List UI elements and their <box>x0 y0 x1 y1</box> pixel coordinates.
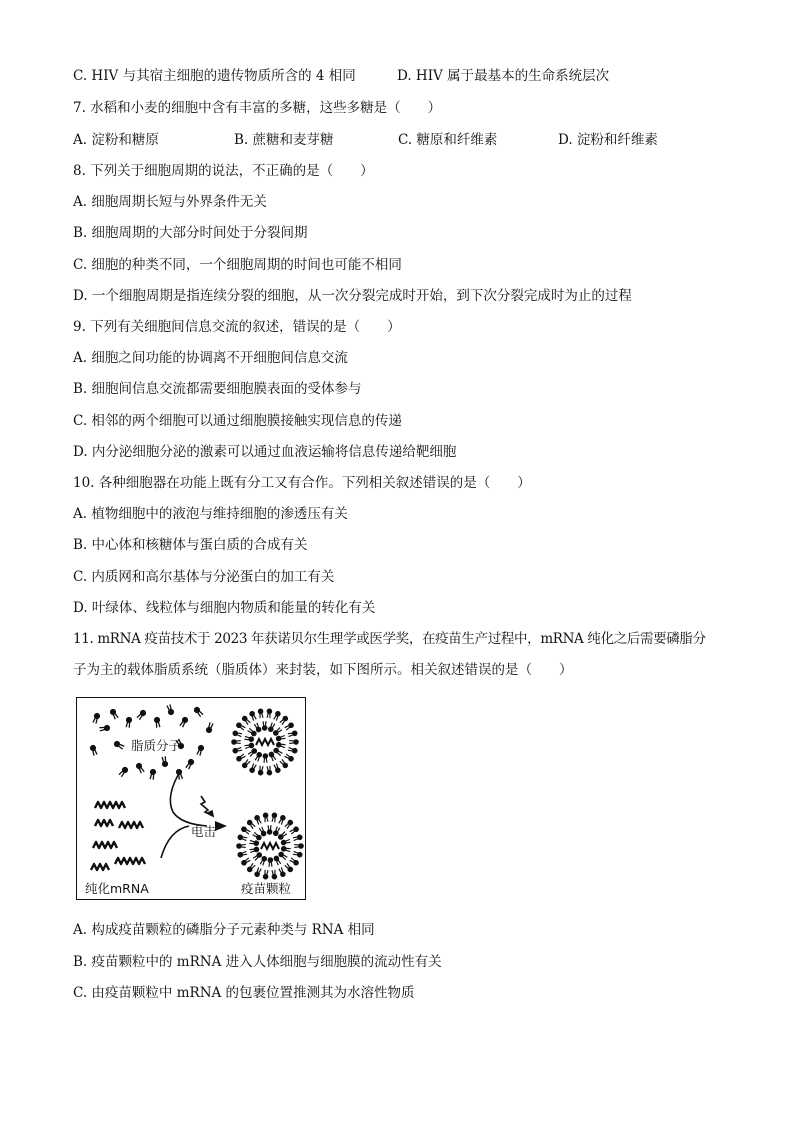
lipid-molecule <box>258 766 264 776</box>
question-11-option-c: C. 由疫苗颗粒中 mRNA 的包裹位置推测其为水溶性物质 <box>73 985 415 1001</box>
lipid-molecule <box>281 846 291 852</box>
lipid-molecule <box>284 753 294 762</box>
lipid-molecule <box>246 819 255 829</box>
lipid-molecule <box>262 721 267 730</box>
question-7-option-b: B. 蔗糖和麦芽糖 <box>234 132 334 148</box>
lipid-molecule <box>118 766 128 777</box>
lipid-molecule <box>185 758 195 769</box>
question-8-option-a: A. 细胞周期长短与外界条件无关 <box>73 194 267 210</box>
lipid-molecule <box>196 745 204 756</box>
mrna-strand <box>95 802 125 808</box>
lipid-molecule <box>179 716 189 727</box>
question-6-option-c: C. HIV 与其宿主细胞的遗传物质所含的 4 相同 <box>73 68 356 84</box>
lipid-molecule <box>244 743 254 750</box>
label-electric-shock: 电击 <box>191 824 217 839</box>
lipid-molecule <box>278 851 288 860</box>
question-8-option-d: D. 一个细胞周期是指连续分裂的细胞，从一次分裂完成时开始，到下次分裂完成时为止的过程 <box>73 288 632 304</box>
lipid-molecule <box>271 813 277 823</box>
lipid-molecule <box>276 735 286 742</box>
lipid-molecule <box>289 740 298 745</box>
lipid-molecule <box>263 754 268 763</box>
encapsulated-mrna <box>261 843 279 849</box>
lipid-molecule <box>232 747 242 754</box>
lipid-molecule <box>237 834 247 841</box>
question-10-stem: 10. 各种细胞器在功能上既有分工又有合作。下列相关叙述错误的是（ ） <box>73 475 531 491</box>
lipid-molecule <box>248 748 258 757</box>
lipid-molecule <box>232 740 241 745</box>
lipid-molecule <box>154 717 161 728</box>
merge-arrows <box>161 770 227 858</box>
lipid-molecule <box>284 722 294 731</box>
lipid-molecule <box>135 762 145 773</box>
lipid-molecule <box>267 825 272 834</box>
label-lipid-molecules: 脂质分子 <box>131 738 182 753</box>
question-11-option-a: A. 构成疫苗颗粒的磷脂分子元素种类与 RNA 相同 <box>73 922 375 938</box>
lipid-molecule <box>273 747 283 756</box>
lipid-molecule <box>252 832 262 841</box>
lipid-molecule <box>166 704 174 715</box>
question-10-option-d: D. 叶绿体、线粒体与细胞内物质和能量的转化有关 <box>73 600 376 616</box>
lipid-molecule <box>289 826 299 835</box>
lipid-molecule <box>109 708 119 719</box>
lipid-molecule <box>293 851 303 858</box>
label-purified-mrna: 纯化mRNA <box>85 881 149 896</box>
liposome-diagram <box>76 697 306 900</box>
question-10-option-a: A. 植物细胞中的液泡与维持细胞的渗透压有关 <box>73 506 348 522</box>
lipid-molecule <box>241 759 250 769</box>
lipid-molecule <box>289 857 299 866</box>
lipid-molecule <box>288 747 298 754</box>
lipid-molecule <box>272 727 282 736</box>
lipid-molecule <box>249 711 257 721</box>
lipid-molecule <box>99 725 110 732</box>
lipid-molecule <box>276 742 286 748</box>
question-7-stem: 7. 水稻和小麦的细胞中含有丰富的多糖，这些多糖是（ ） <box>73 100 442 116</box>
lipid-molecule <box>271 870 277 880</box>
question-11-stem-line-1: 11. mRNA 疫苗技术于 2023 年获诺贝尔生理学或医学奖，在疫苗生产过程中，mRNA 纯化之后需要磷脂分 <box>73 631 706 647</box>
lipid-molecule <box>263 813 269 823</box>
lipid-molecule <box>273 711 281 721</box>
lipid-molecule <box>249 847 259 854</box>
question-7-option-d: D. 淀粉和纤维素 <box>558 132 658 148</box>
question-9-option-c: C. 相邻的两个细胞可以通过细胞膜接触实现信息的传递 <box>73 413 402 429</box>
arrow-head <box>215 821 227 831</box>
lipid-molecule <box>266 766 272 776</box>
mrna-strand <box>95 820 113 826</box>
label-vaccine-particle: 疫苗颗粒 <box>241 881 292 896</box>
lipid-molecule <box>277 831 287 840</box>
lipid-molecule <box>113 740 124 750</box>
lightning-icon <box>201 796 213 816</box>
mrna-strand <box>93 842 117 848</box>
liposome-diagram-drawing <box>77 698 304 898</box>
arrow-curve-lower <box>161 826 189 858</box>
question-8-option-b: B. 细胞周期的大部分时间处于分裂间期 <box>73 225 308 241</box>
question-11-stem-line-2: 子为主的载体脂质系统（脂质体）来封装，如下图所示。相关叙述错误的是（ ） <box>73 662 573 678</box>
question-9-stem: 9. 下列有关细胞间信息交流的叙述，错误的是（ ） <box>73 319 401 335</box>
question-10-option-c: C. 内质网和高尔基体与分泌蛋白的加工有关 <box>73 569 335 585</box>
lipid-molecule <box>254 815 262 825</box>
lipid-molecule <box>246 863 255 873</box>
question-8-stem: 8. 下列关于细胞周期的说法，不正确的是（ ） <box>73 163 374 179</box>
lipid-molecule <box>236 722 246 731</box>
lipid-molecule <box>281 839 291 846</box>
lipid-molecule <box>232 730 242 737</box>
lipid-molecule <box>263 870 269 880</box>
lipid-molecule <box>254 867 262 877</box>
question-9-option-d: D. 内分泌细胞分泌的激素可以通过血液运输将信息传递给靶细胞 <box>73 444 457 460</box>
lipid-molecule <box>266 709 272 719</box>
liposome <box>232 709 299 776</box>
lipid-molecule <box>241 857 251 866</box>
lipid-molecule <box>253 852 263 861</box>
lipid-molecule <box>206 722 214 733</box>
lipid-molecule <box>249 763 257 773</box>
mrna-strand <box>91 864 109 870</box>
lipid-molecule <box>249 840 259 846</box>
question-11-option-b: B. 疫苗颗粒中的 mRNA 进入人体细胞与细胞膜的流动性有关 <box>73 954 442 970</box>
lipid-molecule <box>258 709 264 719</box>
encapsulated-mrna <box>256 739 274 745</box>
lipid-molecule <box>237 844 246 849</box>
lipid-molecule <box>241 715 250 725</box>
lipid-molecule <box>247 728 257 737</box>
lipid-molecule <box>236 753 246 762</box>
lipid-molecule <box>241 826 251 835</box>
lipid-molecule <box>279 715 288 725</box>
lipid-molecule <box>125 717 132 728</box>
lipid-molecule <box>193 706 203 717</box>
question-10-option-b: B. 中心体和核糖体与蛋白质的合成有关 <box>73 537 308 553</box>
lipid-molecule <box>237 851 247 858</box>
lipid-molecule <box>293 834 303 841</box>
mrna-strand <box>115 858 145 864</box>
lipid-molecule <box>284 819 293 829</box>
lipid-molecule <box>244 736 254 742</box>
question-9-option-b: B. 细胞间信息交流都需要细胞膜表面的受体参与 <box>73 381 362 397</box>
lipid-molecule <box>273 763 281 773</box>
lipid-molecule <box>92 713 100 724</box>
mrna-strand <box>119 822 143 828</box>
mrna-strands <box>91 802 145 870</box>
lipid-molecule <box>288 730 298 737</box>
liposome <box>237 813 304 880</box>
lipid-molecule <box>279 759 288 769</box>
question-9-option-a: A. 细胞之间功能的协调离不开细胞间信息交流 <box>73 350 348 366</box>
lipid-molecule <box>294 844 303 849</box>
lipid-molecule <box>149 769 156 780</box>
lipid-molecule <box>90 745 98 756</box>
question-6-option-d: D. HIV 属于最基本的生命系统层次 <box>397 68 610 84</box>
lipid-molecule <box>278 815 286 825</box>
lipid-molecule <box>161 756 168 767</box>
question-7-option-a: A. 淀粉和糖原 <box>73 132 159 148</box>
vaccine-particles <box>232 709 304 880</box>
question-8-option-c: C. 细胞的种类不同，一个细胞周期的时间也可能不相同 <box>73 257 402 273</box>
lipid-molecule <box>268 858 273 867</box>
question-7-option-c: C. 糖原和纤维素 <box>398 132 498 148</box>
lipid-molecule <box>284 863 293 873</box>
lipid-molecule <box>136 709 146 720</box>
lipid-molecule <box>278 867 286 877</box>
